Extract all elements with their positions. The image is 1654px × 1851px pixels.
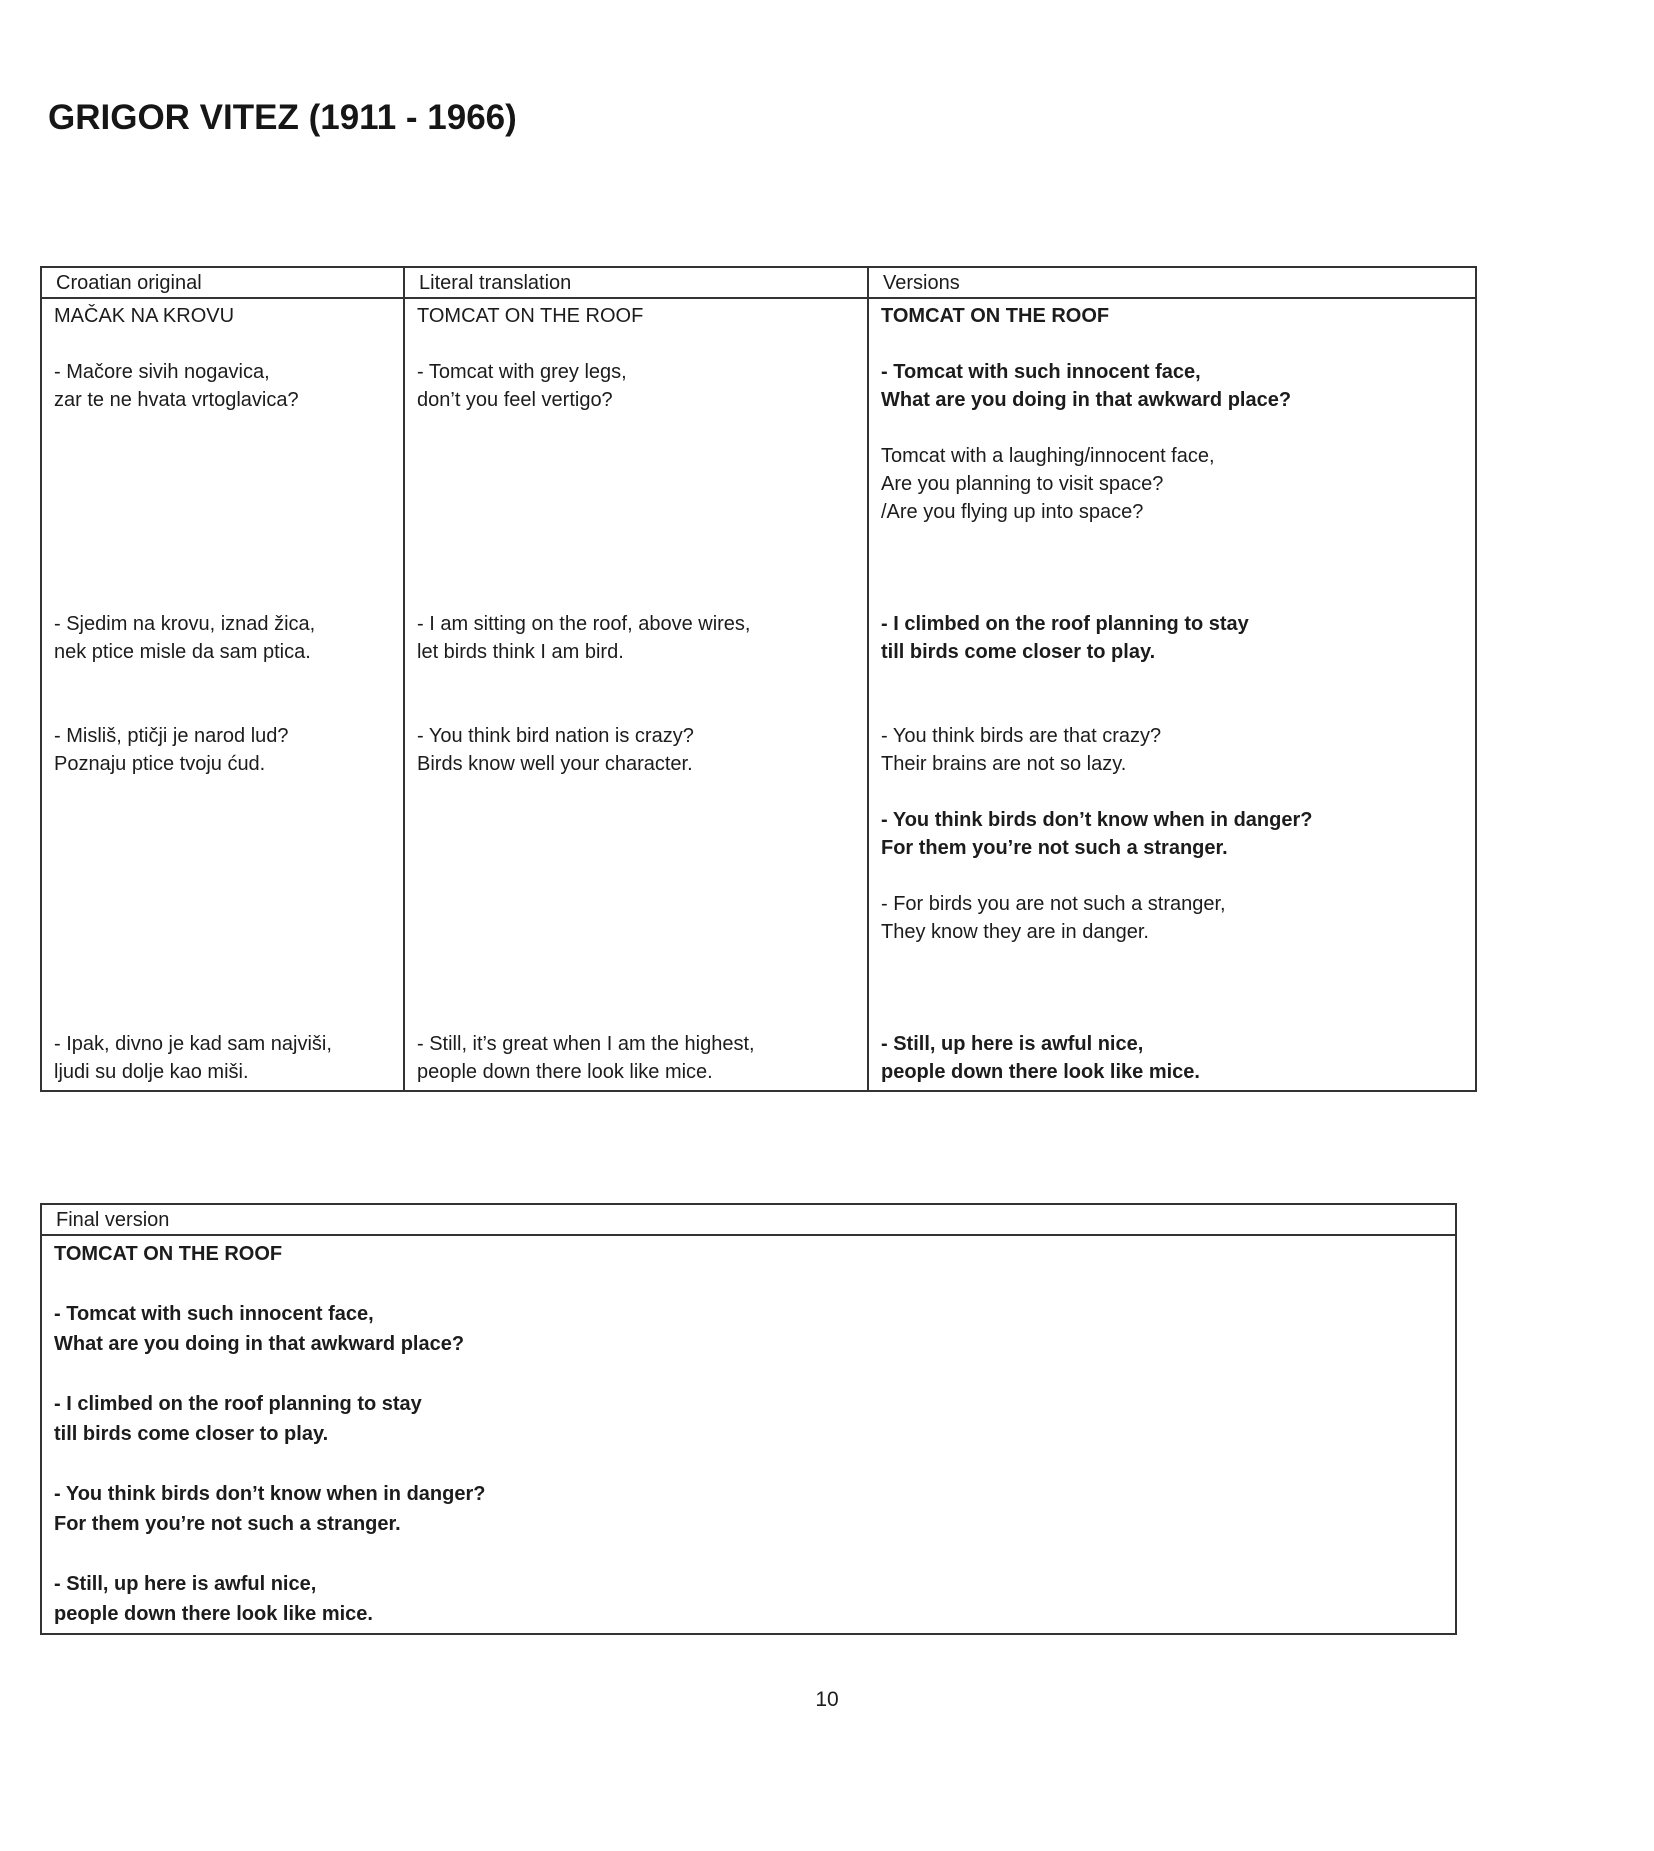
blank-line bbox=[54, 1269, 1447, 1299]
poem-line: Tomcat with a laughing/innocent face, bbox=[881, 445, 1215, 467]
poem-line: - I climbed on the roof planning to stay bbox=[881, 613, 1249, 635]
blank-line bbox=[417, 946, 859, 974]
cell-literal-translation bbox=[404, 298, 868, 1091]
blank-line bbox=[417, 834, 859, 862]
poem-line: Birds know well your character. bbox=[417, 753, 693, 775]
blank-line bbox=[881, 974, 1467, 1002]
poem-line: till birds come closer to play. bbox=[54, 1423, 329, 1445]
blank-line bbox=[54, 582, 395, 610]
final-version-header-row bbox=[41, 1204, 1456, 1235]
blank-line bbox=[54, 414, 395, 442]
poem-line: - For birds you are not such a stranger, bbox=[881, 893, 1226, 915]
poem-line: - You think birds don’t know when in danger? bbox=[881, 809, 1313, 831]
blank-line bbox=[54, 974, 395, 1002]
blank-line bbox=[54, 778, 395, 806]
poem-line: till birds come closer to play. bbox=[881, 641, 1156, 663]
blank-line bbox=[54, 1359, 1447, 1389]
blank-line bbox=[417, 330, 859, 358]
blank-line bbox=[417, 554, 859, 582]
blank-line bbox=[54, 946, 395, 974]
poem-line: They know they are in danger. bbox=[881, 921, 1149, 943]
poem-line: - I am sitting on the roof, above wires, bbox=[417, 613, 751, 635]
blank-line bbox=[881, 554, 1467, 582]
blank-line bbox=[54, 1539, 1447, 1569]
blank-line bbox=[417, 526, 859, 554]
column-header-croatian-original: Croatian original bbox=[41, 267, 404, 298]
poem-line: - I climbed on the roof planning to stay bbox=[54, 1393, 422, 1415]
blank-line bbox=[54, 806, 395, 834]
translation-table-header-row bbox=[41, 267, 1476, 298]
blank-line bbox=[54, 862, 395, 890]
blank-line bbox=[54, 526, 395, 554]
blank-line bbox=[881, 778, 1467, 806]
column-header-versions: Versions bbox=[868, 267, 1476, 298]
blank-line bbox=[54, 890, 395, 918]
poem-line: - Tomcat with such innocent face, bbox=[881, 361, 1201, 383]
poem-line: - You think birds don’t know when in danger? bbox=[54, 1483, 486, 1505]
blank-line bbox=[54, 694, 395, 722]
blank-line bbox=[54, 442, 395, 470]
poem-line: What are you doing in that awkward place? bbox=[881, 389, 1292, 411]
blank-line bbox=[417, 778, 859, 806]
final-version-table bbox=[40, 1203, 1457, 1635]
blank-line bbox=[881, 862, 1467, 890]
blank-line bbox=[54, 1002, 395, 1030]
page-title: GRIGOR VITEZ (1911 - 1966) bbox=[48, 98, 517, 137]
blank-line bbox=[54, 498, 395, 526]
poem-line: people down there look like mice. bbox=[54, 1603, 373, 1625]
blank-line bbox=[881, 946, 1467, 974]
poem-line: let birds think I am bird. bbox=[417, 641, 624, 663]
poem-line: /Are you flying up into space? bbox=[881, 501, 1144, 523]
poem-line: don’t you feel vertigo? bbox=[417, 389, 613, 411]
blank-line bbox=[881, 1002, 1467, 1030]
blank-line bbox=[417, 694, 859, 722]
blank-line bbox=[54, 834, 395, 862]
blank-line bbox=[417, 666, 859, 694]
poem-line: - Still, up here is awful nice, bbox=[881, 1033, 1144, 1055]
blank-line bbox=[417, 470, 859, 498]
blank-line bbox=[54, 1449, 1447, 1479]
poem-line: Are you planning to visit space? bbox=[881, 473, 1164, 495]
poem-line: - Still, up here is awful nice, bbox=[54, 1573, 317, 1595]
blank-line bbox=[417, 414, 859, 442]
poem-line: - Ipak, divno je kad sam najviši, bbox=[54, 1033, 332, 1055]
poem-line: - Still, it’s great when I am the highest, bbox=[417, 1033, 755, 1055]
poem-line: - Misliš, ptičji je narod lud? bbox=[54, 725, 289, 747]
blank-line bbox=[881, 694, 1467, 722]
poem-line: - Mačore sivih nogavica, bbox=[54, 361, 270, 383]
poem-line: ljudi su dolje kao miši. bbox=[54, 1061, 249, 1083]
poem-line: For them you’re not such a stranger. bbox=[54, 1513, 401, 1535]
poem-line: For them you’re not such a stranger. bbox=[881, 837, 1228, 859]
poem-line: people down there look like mice. bbox=[881, 1061, 1200, 1083]
column-header-literal-translation: Literal translation bbox=[404, 267, 868, 298]
blank-line bbox=[417, 918, 859, 946]
poem-line: - You think birds are that crazy? bbox=[881, 725, 1162, 747]
poem-line: What are you doing in that awkward place? bbox=[54, 1333, 465, 1355]
final-version-header: Final version bbox=[41, 1204, 1456, 1235]
poem-line: TOMCAT ON THE ROOF bbox=[881, 305, 1110, 327]
cell-croatian-original bbox=[41, 298, 404, 1091]
blank-line bbox=[417, 974, 859, 1002]
blank-line bbox=[54, 330, 395, 358]
poem-line: - Tomcat with such innocent face, bbox=[54, 1303, 374, 1325]
blank-line bbox=[54, 470, 395, 498]
blank-line bbox=[881, 526, 1467, 554]
translation-table bbox=[40, 266, 1477, 1092]
blank-line bbox=[417, 582, 859, 610]
blank-line bbox=[54, 666, 395, 694]
blank-line bbox=[417, 806, 859, 834]
blank-line bbox=[417, 890, 859, 918]
blank-line bbox=[881, 666, 1467, 694]
poem-line: TOMCAT ON THE ROOF bbox=[417, 305, 644, 327]
poem-line: TOMCAT ON THE ROOF bbox=[54, 1243, 283, 1265]
blank-line bbox=[54, 918, 395, 946]
poem-line: zar te ne hvata vrtoglavica? bbox=[54, 389, 299, 411]
poem-line: MAČAK NA KROVU bbox=[54, 305, 235, 327]
blank-line bbox=[881, 414, 1467, 442]
poem-line: - Tomcat with grey legs, bbox=[417, 361, 627, 383]
final-version-body-row bbox=[41, 1235, 1456, 1634]
blank-line bbox=[881, 582, 1467, 610]
translation-table-body-row bbox=[41, 298, 1476, 1091]
poem-line: people down there look like mice. bbox=[417, 1061, 713, 1083]
blank-line bbox=[417, 442, 859, 470]
blank-line bbox=[417, 1002, 859, 1030]
poem-line: - Sjedim na krovu, iznad žica, bbox=[54, 613, 316, 635]
poem-line: Poznaju ptice tvoju ćud. bbox=[54, 753, 266, 775]
cell-final-version bbox=[41, 1235, 1456, 1634]
poem-line: nek ptice misle da sam ptica. bbox=[54, 641, 311, 663]
blank-line bbox=[54, 554, 395, 582]
blank-line bbox=[417, 862, 859, 890]
cell-versions bbox=[868, 298, 1476, 1091]
poem-line: Their brains are not so lazy. bbox=[881, 753, 1127, 775]
poem-line: - You think bird nation is crazy? bbox=[417, 725, 694, 747]
blank-line bbox=[881, 330, 1467, 358]
blank-line bbox=[417, 498, 859, 526]
page-number: 10 bbox=[815, 1688, 839, 1711]
